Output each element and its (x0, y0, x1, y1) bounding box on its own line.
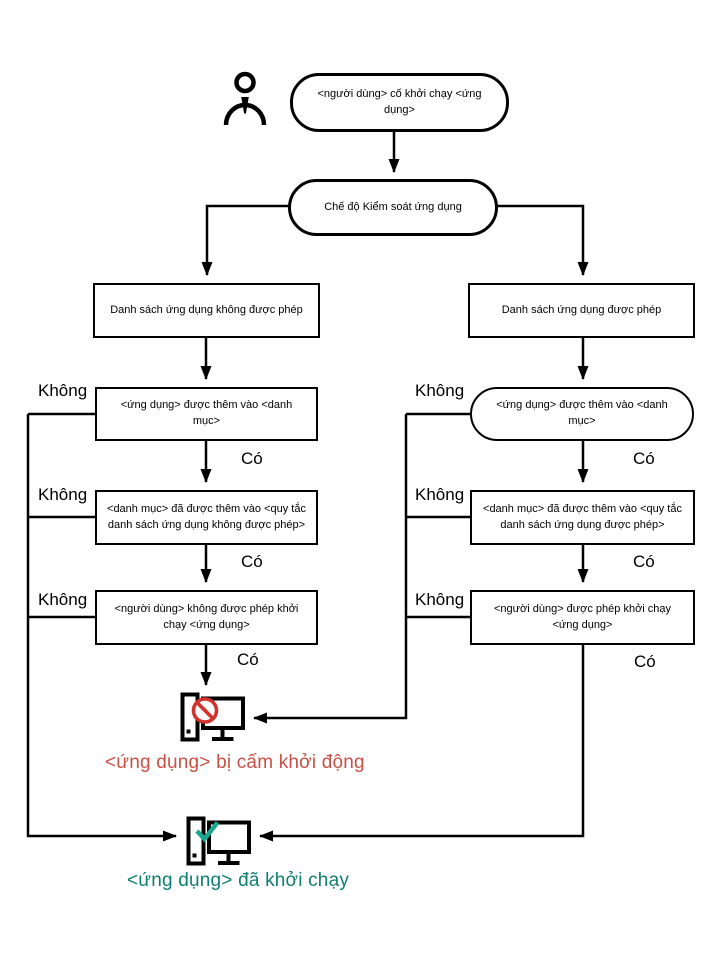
edge-mode-to-denylist (207, 206, 290, 275)
edge-label-yes: Có (241, 449, 263, 468)
node-start (290, 73, 509, 132)
user-icon (222, 71, 268, 125)
edge-allow-yes-3-to-started (260, 645, 583, 836)
computer-started-icon (186, 816, 252, 873)
edge-allow-no-rail-to-blocked (254, 414, 406, 718)
node-control-mode (288, 179, 498, 236)
outcome-blocked-label: <ứng dụng> bị cấm khởi động (105, 752, 365, 773)
node-deny-category-added-label: <danh mục> đã được thêm vào <quy tắc danh sách ứng dụng không được phép> (107, 502, 306, 531)
computer-blocked-icon (180, 692, 246, 749)
node-denylist-label: Danh sách ứng dụng không được phép (110, 303, 303, 316)
node-deny-user-label: <người dùng> không được phép khởi chạy <ứng dụng> (114, 602, 299, 631)
prohibition-sign-icon (194, 699, 217, 722)
node-allowlist (468, 283, 695, 338)
edge-label-yes: Có (634, 652, 656, 671)
node-start-label: <người dùng> cố khởi chạy <ứng dụng> (317, 87, 482, 116)
node-allow-app-added-label: <ứng dụng> được thêm vào <danh mục> (496, 399, 668, 427)
node-allow-user-label: <người dùng> được phép khởi chạy <ứng dụng> (493, 602, 672, 631)
node-deny-user (95, 590, 318, 645)
node-allowlist-label: Danh sách ứng dụng được phép (501, 303, 662, 316)
edge-label-no: Không (38, 381, 88, 400)
edge-label-yes: Có (633, 449, 655, 468)
edge-label-yes: Có (633, 552, 655, 571)
node-deny-category-added (95, 490, 318, 545)
node-control-mode-label: Chế độ Kiểm soát ứng dụng (324, 200, 462, 213)
edge-label-yes: Có (241, 552, 263, 571)
edge-label-no: Không (38, 590, 88, 609)
edge-deny-no-stubs (28, 414, 95, 617)
node-allow-app-added (470, 387, 694, 441)
node-allow-user (470, 590, 695, 645)
edge-label-yes: Có (237, 650, 259, 669)
edge-allow-no-stubs (406, 414, 470, 617)
edge-label-no: Không (415, 485, 465, 504)
node-denylist (93, 283, 320, 338)
node-allow-category-added (470, 490, 695, 545)
outcome-started-label: <ứng dụng> đã khởi chạy (127, 870, 350, 891)
edge-mode-to-allowlist (497, 206, 583, 275)
node-allow-category-added-label: <danh mục> đã được thêm vào <quy tắc danh sách ứng dụng được phép> (483, 502, 682, 531)
edge-label-no: Không (415, 590, 465, 609)
node-deny-app-added (95, 387, 318, 441)
node-deny-app-added-label: <ứng dụng> được thêm vào <danh mục> (120, 399, 293, 427)
edge-label-no: Không (38, 485, 88, 504)
edge-label-no: Không (415, 381, 465, 400)
